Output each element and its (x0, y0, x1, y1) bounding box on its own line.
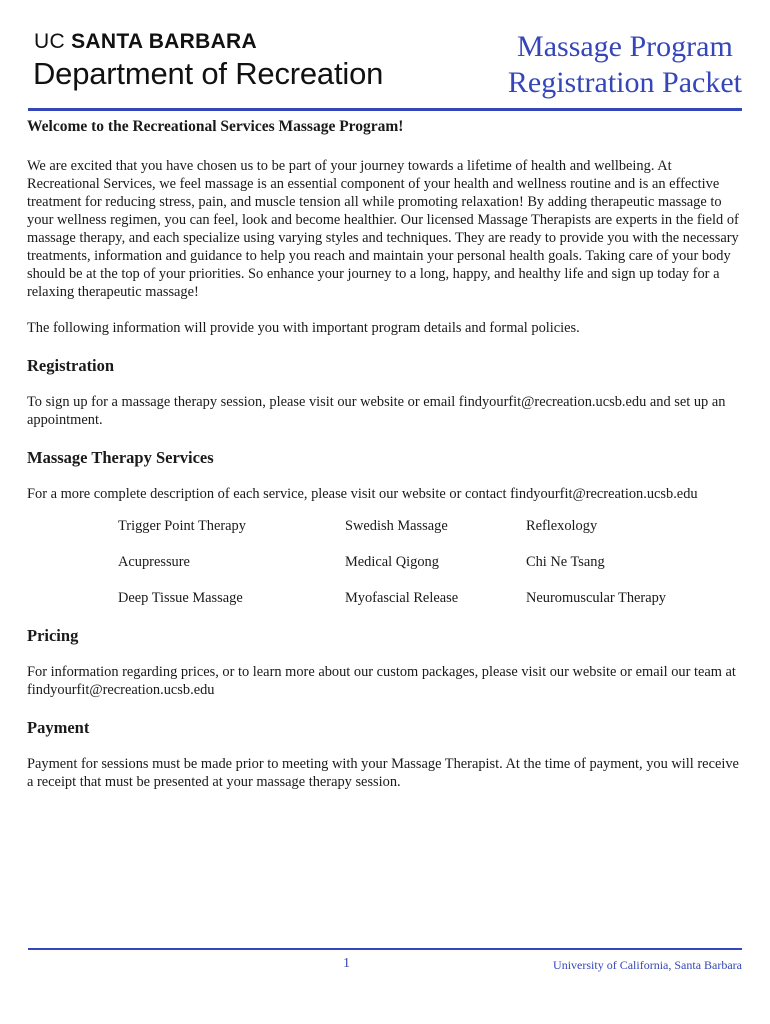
welcome-heading: Welcome to the Recreational Services Massage Program! (27, 118, 404, 135)
intro-paragraph: We are excited that you have chosen us to be part of your journey towards a lifetime of health and wellbeing. At Recreational Services, we feel massage is an essential component of your health and wellness routine and is an effective treatment for reducing stress, pain, and muscle tension all while promoting relaxation! By adding therapeutic massage to your wellness regimen, you can feel, look and become healthier. Our licensed Massage Therapists are experts in the field of massage therapy, and each specialize using varying styles and techniques. They are ready to provide you with the necessary treatments, information and guidance to help you reach and maintain your personal health goals. Taking care of your body should be at the top of your priorities. So enhance your journey to a long, happy, and healthy life and sign up today for a relaxing therapeutic massage! (27, 158, 739, 300)
pricing-section (27, 627, 743, 699)
payment-section (27, 719, 743, 791)
service-item: Medical Qigong (345, 554, 439, 570)
pricing-heading: Pricing (27, 626, 79, 645)
logo-uc: UC (34, 30, 65, 53)
services-heading: Massage Therapy Services (27, 448, 214, 467)
registration-section (27, 357, 743, 429)
page-number: 1 (343, 956, 350, 971)
pricing-text: For information regarding prices, or to learn more about our custom packages, please visit our website or email our team at findyourfit@recreation.ucsb.edu (27, 664, 736, 698)
document-body (27, 118, 743, 791)
service-item: Reflexology (526, 518, 598, 534)
logo-department: Department of Recreation (33, 56, 384, 91)
title-line-1: Massage Program (517, 30, 733, 63)
intro-note: The following information will provide you with important program details and formal policies. (27, 320, 580, 336)
title-line-2: Registration Packet (507, 66, 742, 99)
services-section (27, 449, 743, 607)
service-item: Chi Ne Tsang (526, 554, 605, 570)
service-item: Myofascial Release (345, 590, 459, 606)
registration-text: To sign up for a massage therapy session, please visit our website or email findyourfit@recreation.ucsb.edu and set up an appointment. (27, 394, 726, 428)
footer-divider (28, 948, 742, 950)
registration-heading: Registration (27, 356, 115, 375)
service-item: Deep Tissue Massage (118, 590, 243, 606)
services-text: For a more complete description of each service, please visit our website or contact findyourfit@recreation.ucsb.edu (27, 486, 698, 502)
payment-heading: Payment (27, 718, 90, 737)
header-divider (28, 108, 742, 111)
service-item: Swedish Massage (345, 518, 448, 534)
services-list (118, 517, 743, 607)
service-item: Trigger Point Therapy (118, 518, 246, 534)
payment-text: Payment for sessions must be made prior to meeting with your Massage Therapist. At the time of payment, you will receive a receipt that must be presented at your massage therapy session. (27, 756, 739, 790)
document-title (508, 29, 742, 101)
logo-santa-barbara: SANTA BARBARA (71, 30, 257, 53)
service-item: Neuromuscular Therapy (526, 590, 666, 606)
logo-university (34, 30, 257, 54)
footer-organization: University of California, Santa Barbara (553, 958, 742, 972)
service-item: Acupressure (118, 554, 190, 570)
